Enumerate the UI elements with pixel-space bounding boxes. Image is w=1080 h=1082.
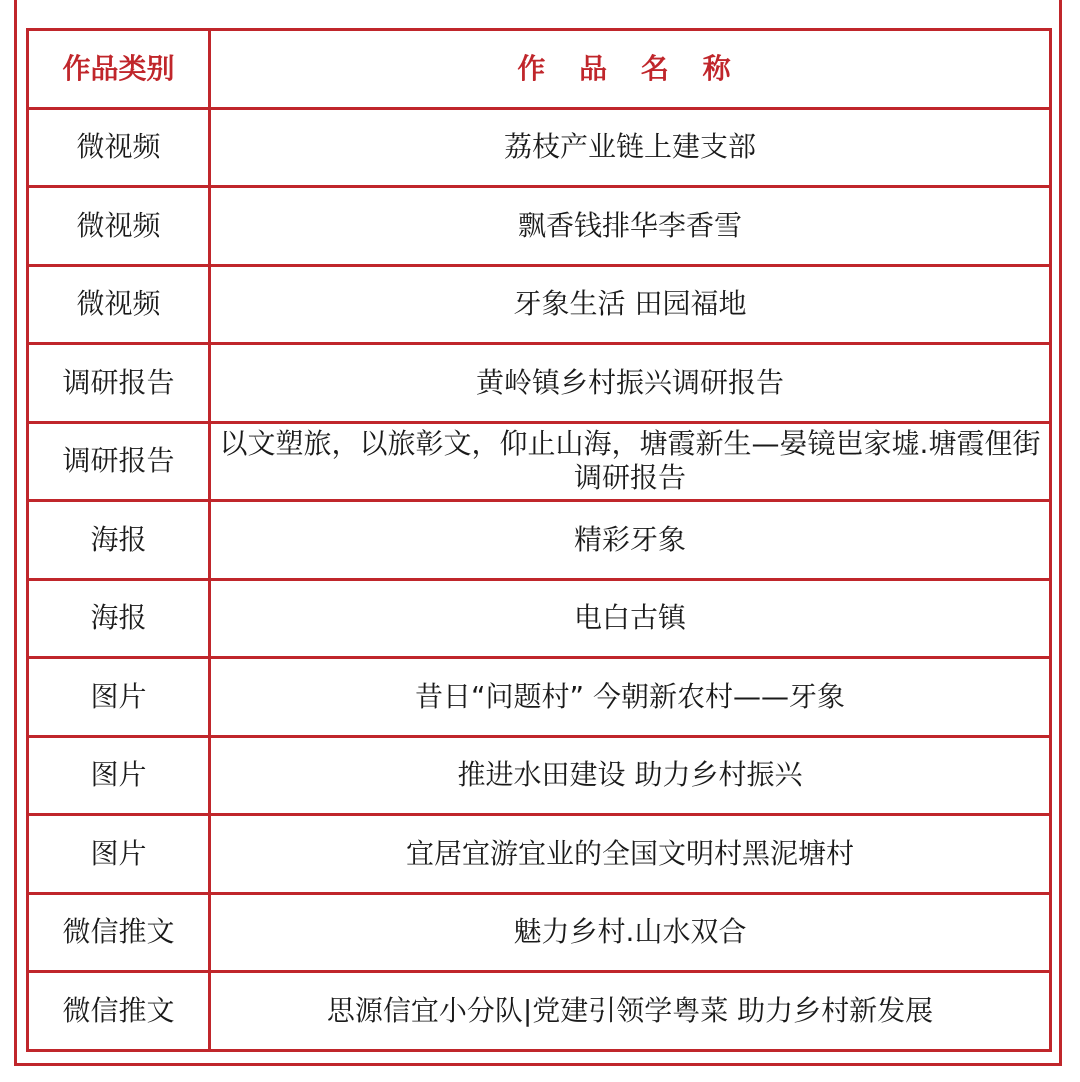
row-category: 微信推文 xyxy=(28,893,210,972)
row-category: 微信推文 xyxy=(28,972,210,1051)
row-name: 黄岭镇乡村振兴调研报告 xyxy=(210,344,1051,423)
row-category: 海报 xyxy=(28,501,210,580)
row-category: 微视频 xyxy=(28,108,210,187)
row-category: 图片 xyxy=(28,736,210,815)
table-row xyxy=(28,972,1051,1051)
row-name: 魅力乡村.山水双合 xyxy=(210,893,1051,972)
table-row xyxy=(28,815,1051,894)
header-category: 作品类别 xyxy=(28,30,210,109)
row-name: 昔日“问题村” 今朝新农村——牙象 xyxy=(210,658,1051,737)
table-row xyxy=(28,422,1051,501)
row-category: 微视频 xyxy=(28,265,210,344)
table-header-row xyxy=(28,30,1051,109)
row-name: 推进水田建设 助力乡村振兴 xyxy=(210,736,1051,815)
row-category: 调研报告 xyxy=(28,344,210,423)
row-name: 思源信宜小分队|党建引领学粤菜 助力乡村新发展 xyxy=(210,972,1051,1051)
table-row xyxy=(28,108,1051,187)
row-category: 海报 xyxy=(28,579,210,658)
table-row xyxy=(28,187,1051,266)
table-row xyxy=(28,265,1051,344)
row-name: 宜居宜游宜业的全国文明村黑泥塘村 xyxy=(210,815,1051,894)
row-name: 以文塑旅，以旅彰文，仰止山海，塘霞新生—晏镜岜家墟.塘霞俚街调研报告 xyxy=(210,422,1051,501)
row-category: 图片 xyxy=(28,658,210,737)
table-row xyxy=(28,579,1051,658)
row-category: 图片 xyxy=(28,815,210,894)
row-name: 飘香钱排华李香雪 xyxy=(210,187,1051,266)
table-row xyxy=(28,736,1051,815)
table-row xyxy=(28,344,1051,423)
works-table xyxy=(26,28,1052,1052)
table-row xyxy=(28,893,1051,972)
header-name: 作 品 名 称 xyxy=(210,30,1051,109)
row-name: 电白古镇 xyxy=(210,579,1051,658)
row-category: 微视频 xyxy=(28,187,210,266)
table-row xyxy=(28,501,1051,580)
row-category: 调研报告 xyxy=(28,422,210,501)
row-name: 精彩牙象 xyxy=(210,501,1051,580)
row-name: 牙象生活 田园福地 xyxy=(210,265,1051,344)
table-row xyxy=(28,658,1051,737)
row-name: 荔枝产业链上建支部 xyxy=(210,108,1051,187)
